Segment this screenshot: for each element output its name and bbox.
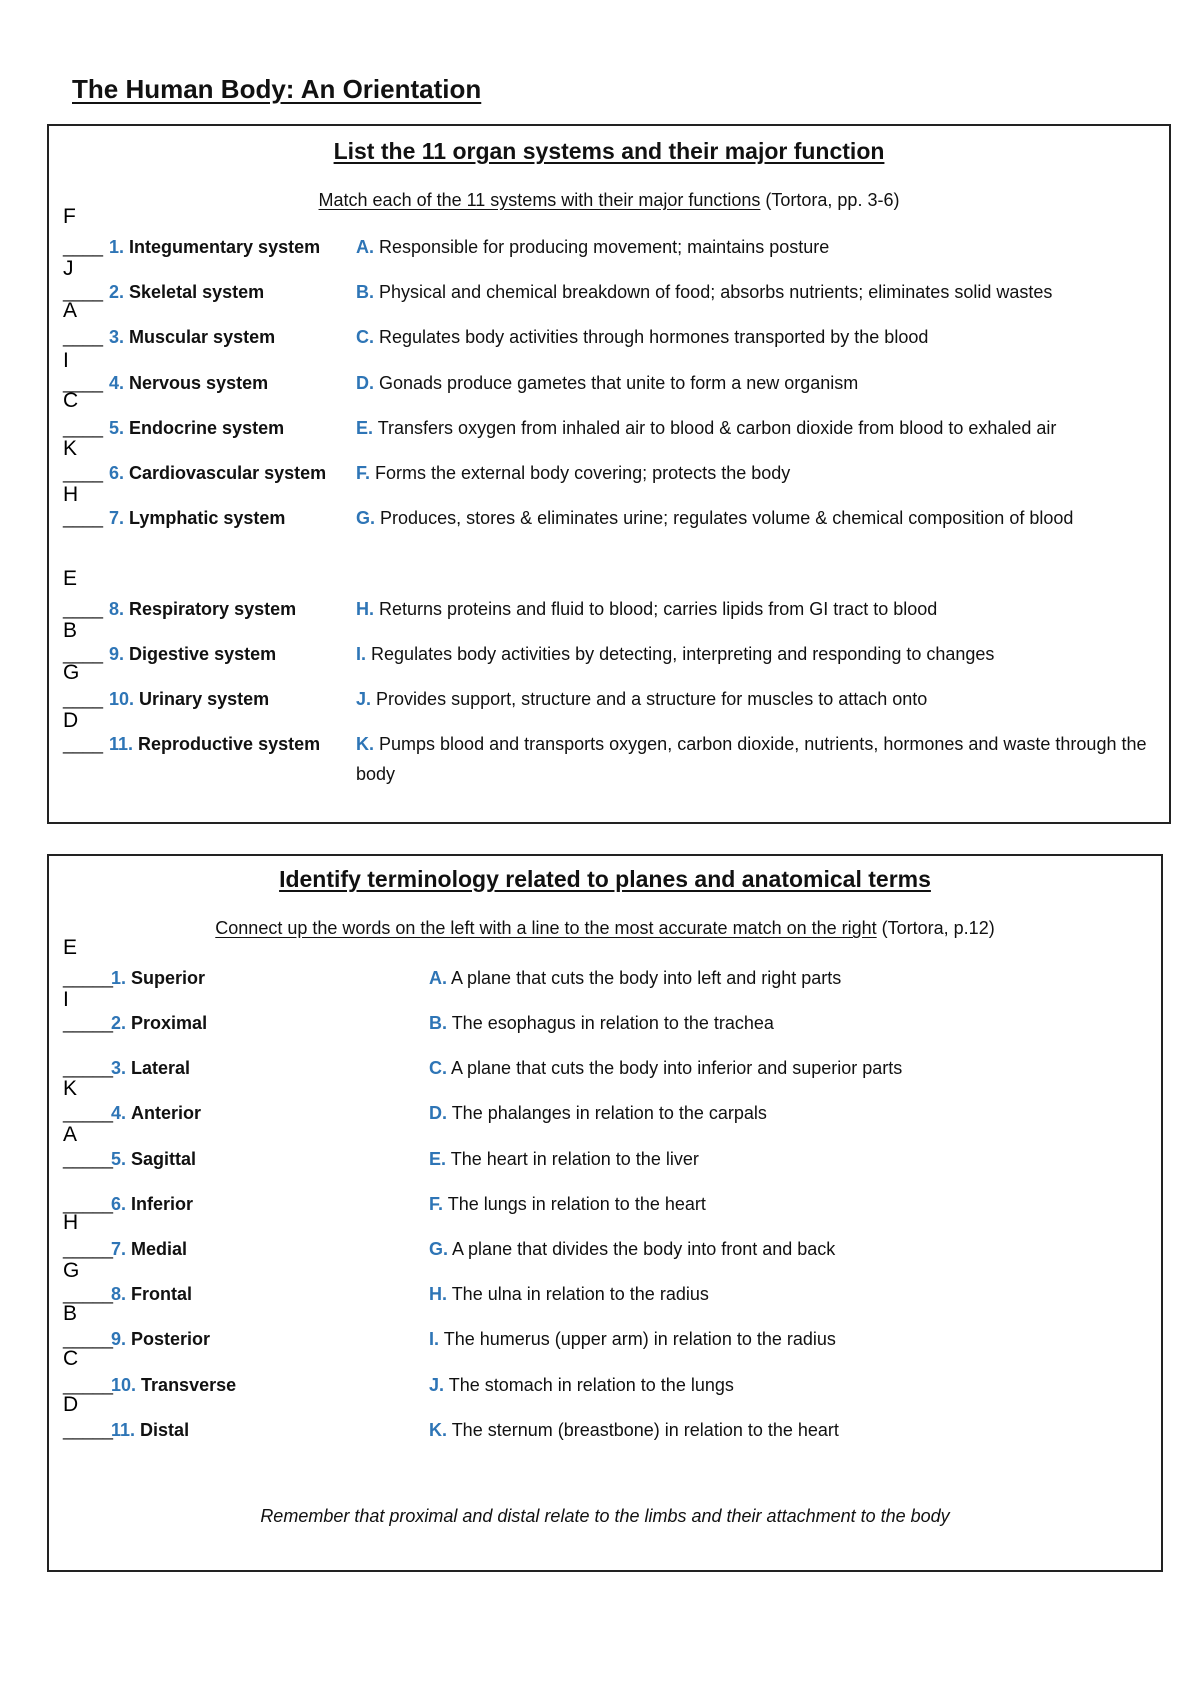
term-number: 9. — [109, 644, 125, 664]
answer-blank: ____ — [63, 327, 104, 347]
handwritten-answer[interactable]: A — [63, 299, 78, 322]
term-number: 4. — [111, 1103, 127, 1123]
reference-text: (Tortora, p.12) — [876, 918, 995, 938]
definition-letter: E. — [356, 418, 374, 438]
term-number: 6. — [111, 1194, 127, 1214]
definition — [356, 232, 1166, 262]
section-instruction — [49, 190, 1169, 211]
definition-text: The heart in relation to the liver — [450, 1149, 699, 1169]
answer-blank: _____ — [63, 1239, 114, 1259]
definition — [429, 1415, 1149, 1445]
definition-text: The lungs in relation to the heart — [447, 1194, 706, 1214]
footnote: Remember that proximal and distal relate to the limbs and their attachment to the body — [260, 1506, 950, 1526]
term — [111, 1415, 189, 1445]
answer-blank: _____ — [63, 1284, 114, 1304]
definition — [429, 1370, 1149, 1400]
term-name: Frontal — [131, 1284, 193, 1304]
term — [111, 1189, 193, 1219]
definition-letter: E. — [429, 1149, 447, 1169]
term-number: 5. — [111, 1149, 127, 1169]
definition-text: A plane that cuts the body into left and right parts — [451, 968, 842, 988]
definition-letter: H. — [429, 1284, 447, 1304]
definition-text: Responsible for producing movement; maintains posture — [379, 237, 830, 257]
term-number: 4. — [109, 373, 125, 393]
definition-letter: F. — [429, 1194, 444, 1214]
answer-blank: ____ — [63, 282, 104, 302]
term — [111, 1279, 192, 1309]
term-name: Nervous system — [129, 373, 269, 393]
term — [111, 1098, 201, 1128]
term — [109, 684, 269, 714]
term — [111, 1370, 236, 1400]
handwritten-answer[interactable]: C — [63, 389, 79, 412]
term — [111, 963, 205, 993]
term — [111, 1144, 196, 1174]
definition — [429, 1144, 1149, 1174]
term-name: Endocrine system — [129, 418, 285, 438]
term — [109, 503, 285, 533]
term-number: 6. — [109, 463, 125, 483]
term-name: Superior — [131, 968, 206, 988]
definition-text: The sternum (breastbone) in relation to the heart — [451, 1420, 839, 1440]
term-name: Lymphatic system — [129, 508, 286, 528]
term-number: 1. — [109, 237, 125, 257]
definition-letter: B. — [356, 282, 374, 302]
handwritten-answer[interactable]: A — [63, 1123, 78, 1146]
page-title: The Human Body: An Orientation — [72, 74, 482, 104]
handwritten-answer[interactable]: I — [63, 349, 69, 372]
handwritten-answer[interactable]: F — [63, 205, 76, 228]
definition — [429, 963, 1149, 993]
definition — [356, 503, 1166, 533]
handwritten-answer[interactable]: B — [63, 619, 78, 642]
section-heading: List the 11 organ systems and their major function — [333, 138, 885, 164]
answer-blank: ____ — [63, 237, 104, 257]
term — [109, 322, 275, 352]
section-heading: Identify terminology related to planes and anatomical terms — [279, 866, 931, 892]
definition-letter: J. — [356, 689, 372, 709]
handwritten-answer[interactable]: H — [63, 1211, 79, 1234]
definition-text: The phalanges in relation to the carpals — [451, 1103, 767, 1123]
term-name: Digestive system — [129, 644, 277, 664]
definition — [429, 1279, 1149, 1309]
definition-letter: G. — [356, 508, 376, 528]
handwritten-answer[interactable]: G — [63, 1259, 80, 1282]
term-name: Proximal — [131, 1013, 208, 1033]
term-number: 3. — [109, 327, 125, 347]
definition — [356, 322, 1166, 352]
answer-blank: _____ — [63, 1420, 114, 1440]
definition — [356, 684, 1166, 714]
definition-letter: C. — [356, 327, 374, 347]
definition-letter: B. — [429, 1013, 447, 1033]
handwritten-answer[interactable]: K — [63, 1077, 78, 1100]
term-name: Respiratory system — [129, 599, 297, 619]
reference-text: (Tortora, pp. 3-6) — [760, 190, 900, 210]
definition-text: Regulates body activities by detecting, interpreting and responding to changes — [371, 644, 995, 664]
definition — [429, 1008, 1149, 1038]
definition — [429, 1189, 1149, 1219]
answer-blank: _____ — [63, 1013, 114, 1033]
definition-letter: F. — [356, 463, 371, 483]
definition — [356, 413, 1166, 443]
definition — [429, 1324, 1149, 1354]
definition — [429, 1098, 1149, 1128]
term-name: Muscular system — [129, 327, 276, 347]
answer-blank: ____ — [63, 373, 104, 393]
definition — [356, 458, 1166, 488]
definition-letter: K. — [429, 1420, 447, 1440]
definition-text: Returns proteins and fluid to blood; carries lipids from GI tract to blood — [379, 599, 938, 619]
answer-blank: ____ — [63, 508, 104, 528]
term — [109, 413, 284, 443]
definition — [429, 1053, 1149, 1083]
term-number: 7. — [111, 1239, 127, 1259]
answer-blank: _____ — [63, 1058, 114, 1078]
definition-letter: C. — [429, 1058, 447, 1078]
anatomical-terms-section — [47, 854, 1163, 1572]
answer-blank: _____ — [63, 1103, 114, 1123]
definition-text: The esophagus in relation to the trachea — [451, 1013, 774, 1033]
definition-letter: I. — [429, 1329, 440, 1349]
answer-blank: _____ — [63, 968, 114, 988]
term-name: Posterior — [131, 1329, 211, 1349]
handwritten-answer[interactable]: G — [63, 661, 80, 684]
answer-blank: ____ — [63, 734, 104, 754]
term — [111, 1008, 207, 1038]
definition-letter: K. — [356, 734, 374, 754]
answer-blank: _____ — [63, 1194, 114, 1214]
definition — [356, 368, 1166, 398]
definition-text: Transfers oxygen from inhaled air to blood & carbon dioxide from blood to exhaled air — [377, 418, 1057, 438]
term-name: Integumentary system — [129, 237, 321, 257]
term-name: Reproductive system — [138, 734, 321, 754]
answer-blank: ____ — [63, 599, 104, 619]
answer-blank: ____ — [63, 644, 104, 664]
handwritten-answer[interactable]: B — [63, 1302, 78, 1325]
definition-letter: I. — [356, 644, 367, 664]
term-number: 5. — [109, 418, 125, 438]
handwritten-answer[interactable]: I — [63, 988, 69, 1011]
definition — [356, 594, 1166, 624]
term-name: Sagittal — [131, 1149, 197, 1169]
term-number: 8. — [111, 1284, 127, 1304]
definition-letter: J. — [429, 1375, 445, 1395]
term-name: Transverse — [141, 1375, 237, 1395]
answer-blank: _____ — [63, 1375, 114, 1395]
definition-letter: G. — [429, 1239, 449, 1259]
answer-blank: ____ — [63, 463, 104, 483]
definition-text: Provides support, structure and a structure for muscles to attach onto — [376, 689, 928, 709]
term — [109, 232, 320, 262]
definition-text: Physical and chemical breakdown of food; absorbs nutrients; eliminates solid wastes — [379, 282, 1053, 302]
handwritten-answer[interactable]: D — [63, 709, 79, 732]
handwritten-answer[interactable]: J — [63, 257, 74, 280]
term-name: Anterior — [131, 1103, 202, 1123]
term-number: 3. — [111, 1058, 127, 1078]
term-name: Lateral — [131, 1058, 191, 1078]
term-number: 7. — [109, 508, 125, 528]
term-number: 2. — [109, 282, 125, 302]
handwritten-answer[interactable]: K — [63, 437, 78, 460]
section-instruction — [49, 918, 1161, 939]
definition-letter: D. — [429, 1103, 447, 1123]
term-name: Distal — [140, 1420, 190, 1440]
definition-text: Produces, stores & eliminates urine; regulates volume & chemical composition of blood — [380, 508, 1074, 528]
handwritten-answer[interactable]: E — [63, 567, 78, 590]
term — [111, 1324, 210, 1354]
definition-text: Forms the external body covering; protects the body — [375, 463, 791, 483]
term-name: Urinary system — [139, 689, 270, 709]
term-name: Skeletal system — [129, 282, 265, 302]
term-number: 1. — [111, 968, 127, 988]
definition-text: Gonads produce gametes that unite to form a new organism — [379, 373, 859, 393]
term-number: 10. — [111, 1375, 137, 1395]
definition-text: Pumps blood and transports oxygen, carbon dioxide, nutrients, hormones and waste through the body — [356, 734, 1147, 784]
definition-text: Regulates body activities through hormones transported by the blood — [379, 327, 929, 347]
definition-letter: A. — [356, 237, 374, 257]
term-name: Inferior — [131, 1194, 194, 1214]
term-name: Cardiovascular system — [129, 463, 327, 483]
definition-text: A plane that divides the body into front and back — [452, 1239, 836, 1259]
answer-blank: ____ — [63, 418, 104, 438]
definition-letter: H. — [356, 599, 374, 619]
handwritten-answer[interactable]: C — [63, 1347, 79, 1370]
term — [109, 594, 296, 624]
term — [109, 277, 264, 307]
term — [111, 1053, 190, 1083]
term-number: 11. — [109, 734, 134, 754]
definition-text: The ulna in relation to the radius — [451, 1284, 709, 1304]
term-name: Medial — [131, 1239, 188, 1259]
handwritten-answer[interactable]: D — [63, 1393, 79, 1416]
term — [109, 729, 320, 759]
term — [111, 1234, 187, 1264]
term — [109, 639, 276, 669]
instruction-text: Match each of the 11 systems with their major functions — [318, 190, 761, 210]
definition-text: A plane that cuts the body into inferior and superior parts — [451, 1058, 903, 1078]
term — [109, 458, 326, 488]
term-number: 2. — [111, 1013, 127, 1033]
instruction-text: Connect up the words on the left with a line to the most accurate match on the right — [215, 918, 877, 938]
answer-blank: _____ — [63, 1149, 114, 1169]
organ-systems-section — [47, 124, 1171, 824]
definition — [429, 1234, 1149, 1264]
definition — [356, 277, 1166, 307]
handwritten-answer[interactable]: H — [63, 483, 79, 506]
definition-text: The stomach in relation to the lungs — [448, 1375, 734, 1395]
term-number: 10. — [109, 689, 135, 709]
answer-blank: _____ — [63, 1329, 114, 1349]
definition-letter: D. — [356, 373, 374, 393]
term-number: 9. — [111, 1329, 127, 1349]
definition-letter: A. — [429, 968, 447, 988]
handwritten-answer[interactable]: E — [63, 936, 78, 959]
definition — [356, 639, 1166, 669]
answer-blank: ____ — [63, 689, 104, 709]
definition — [356, 729, 1166, 789]
term — [109, 368, 268, 398]
term-number: 11. — [111, 1420, 136, 1440]
term-number: 8. — [109, 599, 125, 619]
definition-text: The humerus (upper arm) in relation to the radius — [443, 1329, 836, 1349]
